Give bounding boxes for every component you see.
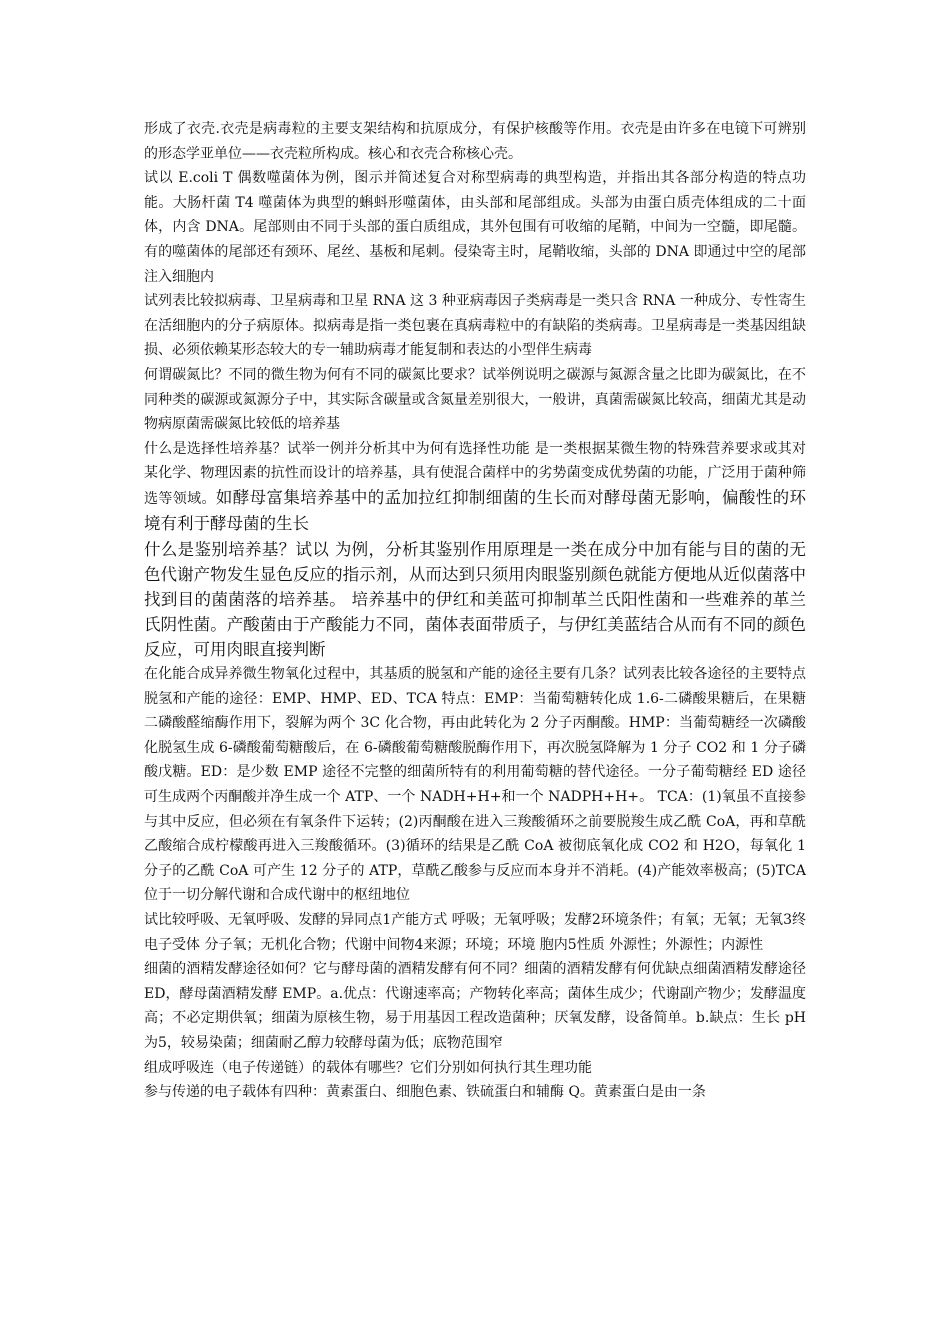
paragraph-alcohol-fermentation: 细菌的酒精发酵途径如何？它与酵母菌的酒精发酵有何不同？细菌的酒精发酵有何优缺点细菌酒精发酵途径 ED，酵母菌酒精发酵 EMP。a.优点：代谢速率高；产物转化率高；菌体生成少；代谢副产物少；发酵温度高；不必定期供氧；细菌为原核生物，易于用基因工程改造菌种；厌氧发酵，设备简单。b.缺点：生长 pH 为5，较易染菌；细菌耐乙醇力较酵母菌为低；底物范围窄 (144, 961, 806, 1051)
paragraph-respiration-compare: 试比较呼吸、无氧呼吸、发酵的异同点1产能方式 呼吸；无氧呼吸；发酵2环境条件；有氧；无氧；无氧3终电子受体 分子氧；无机化合物；代谢中间物4来源；环境；环境 胞内5性质 外源性；外源性；内源性 (144, 912, 806, 953)
paragraph-dehydrogenation-pathways: 在化能合成异养微生物氧化过程中，其基质的脱氢和产能的途径主要有几条？试列表比较各途径的主要特点脱氢和产能的途径：EMP、HMP、ED、TCA 特点：EMP：当葡萄糖转化成 1.6-二磷酸果糖后，在果糖二磷酸醛缩酶作用下，裂解为两个 3C 化合物，再由此转化为 2 分子丙酮酸。HMP：当葡萄糖经一次磷酸化脱氢生成 6-磷酸葡萄糖酸后，在 6-磷酸葡萄糖酸脱酶作用下，再次脱氢降解为 1 分子 CO2 和 1 分子磷酸戊糖。ED：是少数 EMP 途径不完整的细菌所特有的利用葡萄糖的替代途径。一分子葡萄糖经 ED 途径可生成两个丙酮酸并净生成一个 ATP、一个 NADH+H+和一个 NADPH+H+。 TCA：(1)氧虽不直接参与其中反应，但必须在有氧条件下运转；(2)丙酮酸在进入三羧酸循环之前要脱羧生成乙酰 CoA，再和草酰乙酸缩合成柠檬酸再进入三羧酸循环。(3)循环的结果是乙酰 CoA 被彻底氧化成 CO2 和 H2O，每氧化 1 分子的乙酰 CoA 可产生 12 分子的 ATP，草酰乙酸参与反应而本身并不消耗。(4)产能效率极高；(5)TCA 位于一切分解代谢和合成代谢中的枢纽地位 (144, 666, 806, 904)
paragraph-selective-medium (144, 437, 806, 537)
document-page (144, 117, 806, 1105)
paragraph-capsid: 形成了衣壳.衣壳是病毒粒的主要支架结构和抗原成分，有保护核酸等作用。衣壳是由许多在电镜下可辨别的形态学亚单位——衣壳粒所构成。核心和衣壳合称核心壳。 (144, 121, 806, 162)
paragraph-differential-medium: 什么是鉴别培养基？试以 为例，分析其鉴别作用原理是一类在成分中加有能与目的菌的无色代谢产物发生显色反应的指示剂，从而达到只须用肉眼鉴别颜色就能方便地从近似菌落中找到目的菌菌落的培养基。 培养基中的伊红和美蓝可抑制革兰氏阳性菌和一些难养的革兰氏阴性菌。产酸菌由于产酸能力不同，菌体表面带质子，与伊红美蓝结合从而有不同的颜色反应，可用肉眼直接判断 (144, 540, 806, 660)
paragraph-electron-chain-question: 组成呼吸连（电子传递链）的载体有哪些？它们分别如何执行其生理功能 (144, 1059, 592, 1076)
paragraph-subviral-agents: 试列表比较拟病毒、卫星病毒和卫星 RNA 这 3 种亚病毒因子类病毒是一类只含 RNA 一种成分、专性寄生在活细胞内的分子病原体。拟病毒是指一类包裹在真病毒粒中的有缺陷的类病毒。卫星病毒是一类基因组缺损、必须依赖某形态较大的专一辅助病毒才能复制和表达的小型伴生病毒 (144, 293, 806, 359)
paragraph-t4-phage: 试以 E.coli T 偶数噬菌体为例，图示并简述复合对称型病毒的典型构造，并指出其各部分构造的特点功能。大肠杆菌 T4 噬菌体为典型的蝌蚪形噬菌体，由头部和尾部组成。头部为由蛋白质壳体组成的二十面体，内含 DNA。尾部则由不同于头部的蛋白质组成，其外包围有可收缩的尾鞘，中间为一空髓，即尾髓。有的噬菌体的尾部还有颈环、尾丝、基板和尾刺。侵染寄主时，尾鞘收缩，头部的 DNA 即通过中空的尾部注入细胞内 (144, 170, 806, 285)
paragraph-cn-ratio: 何谓碳氮比？不同的微生物为何有不同的碳氮比要求？试举例说明之碳源与氮源含量之比即为碳氮比，在不同种类的碳源或氮源分子中，其实际含碳量或含氮量差别很大，一般讲，真菌需碳氮比较高，细菌尤其是动物病原菌需碳氮比较低的培养基 (144, 366, 806, 433)
selective-medium-text: 什么是选择性培养基？试举一例并分析其中为何有选择性功能 是一类根据某微生物的特殊营养要求或其对某化学、物理因素的抗性而设计的培养基，具有使混合菌样中的劣势菌变成优势菌的功能，广泛用于菌种筛选等领域。 (144, 440, 806, 507)
selective-medium-example: 如酵母富集培养基中的孟加拉红抑制细菌的生长而对酵母菌无影响，偏酸性的环境有利于酵母菌的生长 (144, 487, 807, 533)
paragraph-electron-carriers: 参与传递的电子载体有四种：黄素蛋白、细胞色素、铁硫蛋白和辅酶 Q。黄素蛋白是由一条 (144, 1084, 706, 1101)
